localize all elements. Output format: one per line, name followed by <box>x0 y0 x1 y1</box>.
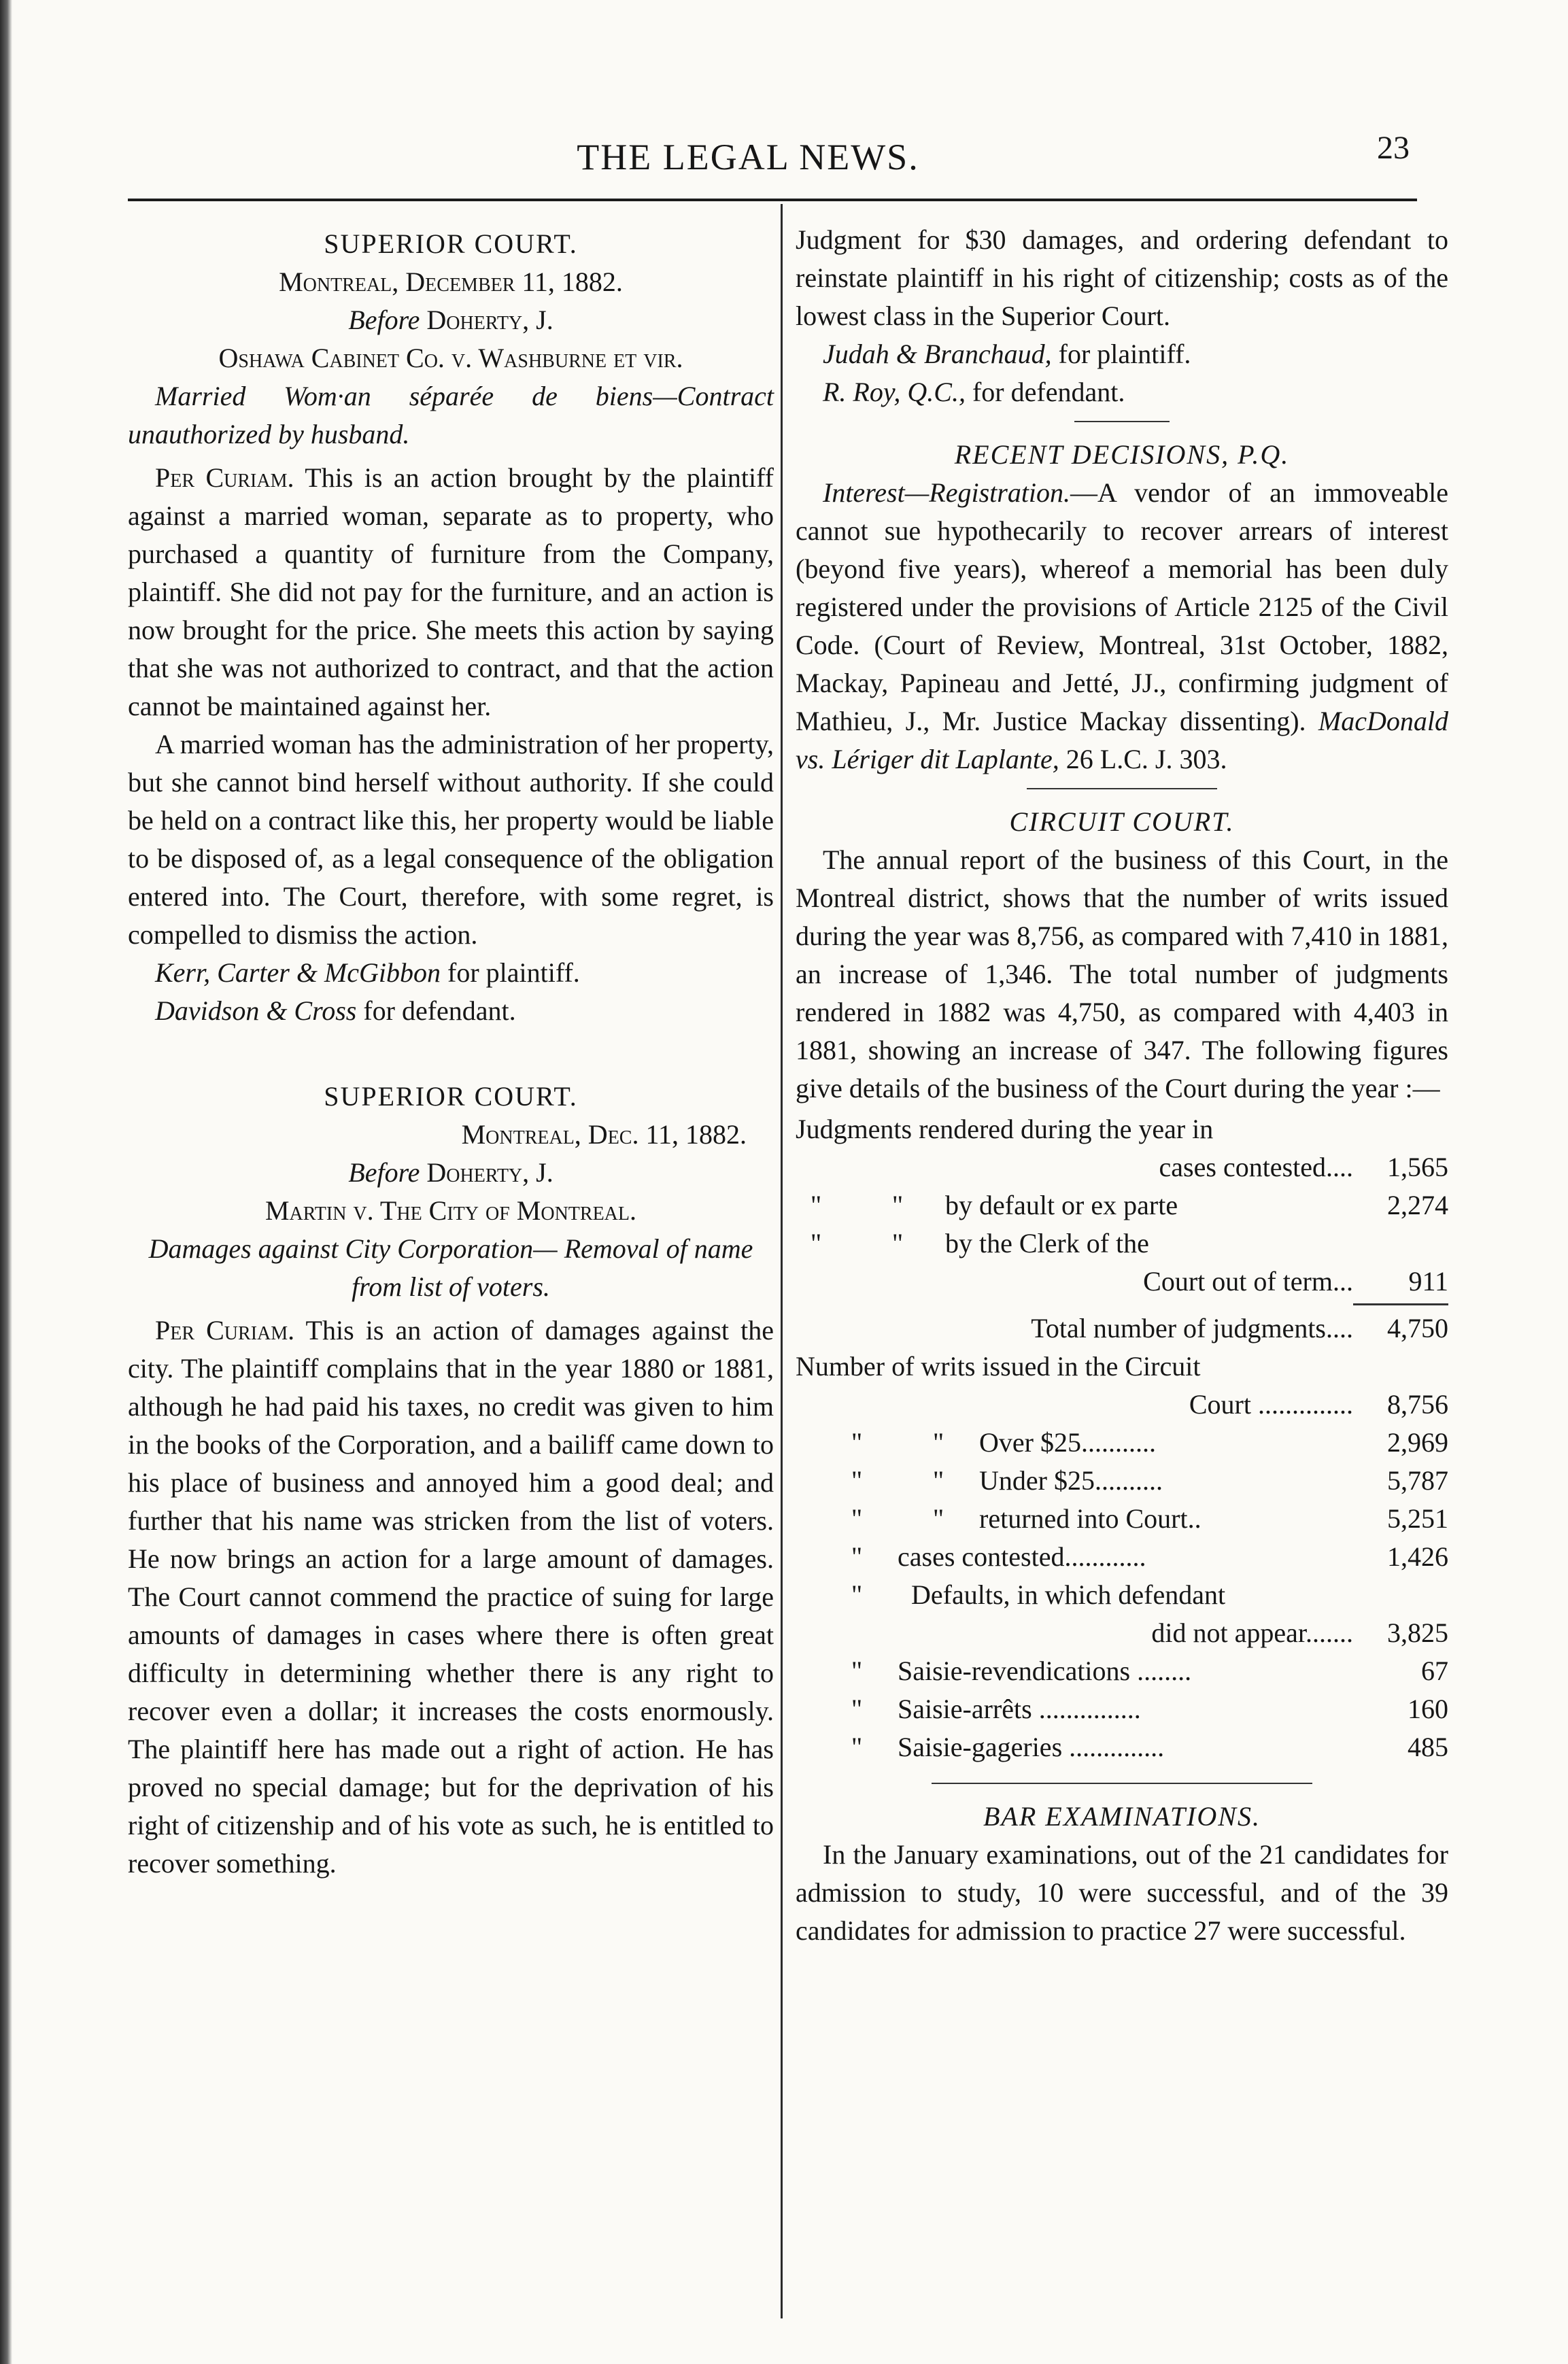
judge-name: Doherty, J. <box>426 1157 553 1188</box>
counsel-role: for plaintiff. <box>441 957 580 988</box>
per-curiam: Per Curiam. <box>155 1315 295 1346</box>
section-rule <box>932 1783 1312 1784</box>
opinion-paragraph <box>128 1312 774 1883</box>
recent-decisions <box>796 436 1448 778</box>
left-column <box>128 221 774 1883</box>
case-heading: SUPERIOR COURT. <box>324 228 578 259</box>
page-number: 23 <box>1377 130 1410 166</box>
stats-row: " " by default or ex parte 2,274 <box>810 1190 1448 1220</box>
stats-row: Court .............. 8,756 <box>1189 1389 1448 1420</box>
stats-row: " " returned into Court.. 5,251 <box>851 1503 1448 1534</box>
stats-row: " " Under $25.......... 5,787 <box>851 1465 1448 1496</box>
counsel-role: for plaintiff. <box>1051 339 1191 369</box>
case-bench <box>128 1154 774 1192</box>
counsel-role: for defendant. <box>356 995 516 1026</box>
case-syllabus: Married Wom·an séparée de biens—Contract unauthorized by husband. <box>128 381 774 449</box>
total-rule <box>1353 1303 1448 1305</box>
counsel-name: Davidson & Cross <box>155 995 357 1026</box>
case-syllabus: Damages against City Corporation— Removal of name from list of voters. <box>148 1233 753 1302</box>
counsel-line <box>128 954 774 992</box>
before-word: Before <box>348 1157 420 1188</box>
case-parties: Oshawa Cabinet Co. v. Washburne et vir. <box>218 343 683 373</box>
before-word: Before <box>348 305 420 335</box>
per-curiam: Per Curiam. <box>155 462 294 493</box>
stats-row: Number of writs issued in the Circuit <box>796 1351 1201 1382</box>
stats-row: Court out of term... 911 <box>1143 1266 1448 1297</box>
stats-row: cases contested.... 1,565 <box>1159 1152 1448 1182</box>
section-heading: RECENT DECISIONS, P.Q. <box>954 439 1290 470</box>
case-parties: Martin v. The City of Montreal. <box>265 1195 637 1226</box>
section-rule <box>1074 421 1170 422</box>
stats-row: " Saisie-revendications ........ 67 <box>851 1656 1448 1686</box>
case-bench <box>128 301 774 339</box>
citation-case: MacDonald vs. Lériger dit Laplante, <box>796 706 1448 774</box>
case-heading: SUPERIOR COURT. <box>324 1081 578 1112</box>
stats-total-row: Total number of judgments.... 4,750 <box>1031 1313 1448 1343</box>
stats-row: " Defaults, in which defendant <box>851 1579 1226 1610</box>
counsel-role: for defendant. <box>965 377 1125 407</box>
stats-row: " " by the Clerk of the <box>810 1228 1149 1258</box>
stats-row: did not appear....... 3,825 <box>1151 1617 1448 1648</box>
case-martin <box>128 1078 774 1883</box>
citation-reference: 26 L.C. J. 303. <box>1059 744 1227 774</box>
counsel-line <box>128 992 774 1030</box>
section-heading: CIRCUIT COURT. <box>1009 806 1235 837</box>
stats-row: " Saisie-gageries .............. 485 <box>851 1732 1448 1762</box>
circuit-court <box>796 803 1448 1766</box>
continuation-paragraph: Judgment for $30 damages, and ordering defendant to reinstate plaintiff in his right of citizenship; costs as of the lowest class in the Superior Court. <box>796 224 1448 331</box>
decision-text: —A vendor of an immoveable cannot sue hypothecarily to recover arrears of interest (beyond five years), whereof a memorial has been duly registered under the provisions of Article 2125 of the Civil Code. (Court of Review, Montreal, 31st October, 1882, Mackay, Papineau and Jetté, JJ., confirming judgment of Mathieu, J., Mr. Justice Mackay dissenting). <box>796 477 1448 736</box>
counsel-line <box>796 373 1448 411</box>
decision-paragraph <box>796 474 1448 778</box>
statistics-table <box>796 1110 1448 1766</box>
case-oshawa <box>128 225 774 1030</box>
scanned-page-edge <box>0 0 12 2364</box>
section-rule <box>1027 788 1217 789</box>
opinion-text: This is an action of damages against the city. The plaintiff complains that in the year 1880 or 1881, although he had paid his taxes, no credit was given to him in the books of the Corporation, and a bailiff came down to his place of business and annoyed him a good deal; and further that his name was stricken from the list of voters. He now brings an action for a large amount of damages. The Court cannot commend the practice of suing for large amounts of damages in cases where there is often great difficulty in determining whether there is any right to recover even a dollar; it increases the costs enormously. The plaintiff here has made out a right of action. He has proved no special damage; but for the deprivation of his right of citizenship and of his vote as such, he is entitled to recover something. <box>128 1315 774 1879</box>
stats-heading-row: Judgments rendered during the year in <box>796 1114 1214 1144</box>
running-title: THE LEGAL NEWS. <box>577 137 919 177</box>
case-place-date: Montreal, December 11, 1882. <box>279 267 623 297</box>
opinion-paragraph: A married woman has the administration of her property, but she cannot bind herself without authority. If she could be held on a contract like this, her property would be liable to be disposed of, as a legal consequence of the obligation entered into. The Court, therefore, with some regret, is compelled to dismiss the action. <box>128 729 774 950</box>
bar-paragraph: In the January examinations, out of the 21 candidates for admission to study, 10 were successful, and of the 39 candidates for admission to practice 27 were successful. <box>796 1839 1448 1946</box>
stats-row: " " Over $25........... 2,969 <box>851 1427 1448 1458</box>
section-heading: BAR EXAMINATIONS. <box>983 1801 1261 1832</box>
judge-name: Doherty, J. <box>426 305 553 335</box>
counsel-name: Judah & Branchaud, <box>823 339 1052 369</box>
right-column <box>796 221 1448 1950</box>
header-rule <box>128 199 1417 201</box>
counsel-line <box>796 335 1448 373</box>
circuit-intro: The annual report of the business of this Court, in the Montreal district, shows that the number of writs issued during the year was 8,756, as compared with 7,410 in 1881, an increase of 1,346. The total number of judgments rendered in 1882 was 4,750, as compared with 4,403 in 1881, showing an increase of 347. The following figures give details of the business of the Court during the year :— <box>796 844 1448 1103</box>
opinion-paragraph <box>128 459 774 725</box>
opinion-text: This is an action brought by the plaintiff against a married woman, separate as to property, who purchased a quantity of furniture from the Company, plaintiff. She did not pay for the furniture, and an action is now brought for the price. She meets this action by saying that she was not authorized to contract, and that the action cannot be maintained against her. <box>128 462 774 721</box>
stats-row: " Saisie-arrêts ............... 160 <box>851 1694 1448 1724</box>
decision-lead: Interest—Registration. <box>823 477 1071 508</box>
stats-row: " cases contested............ 1,426 <box>851 1541 1448 1572</box>
column-divider <box>781 204 783 2318</box>
counsel-name: R. Roy, Q.C., <box>823 377 966 407</box>
page-header <box>0 0 1568 218</box>
case-place-date: Montreal, Dec. 11, 1882. <box>461 1119 747 1150</box>
counsel-name: Kerr, Carter & McGibbon <box>155 957 441 988</box>
bar-examinations <box>796 1798 1448 1950</box>
